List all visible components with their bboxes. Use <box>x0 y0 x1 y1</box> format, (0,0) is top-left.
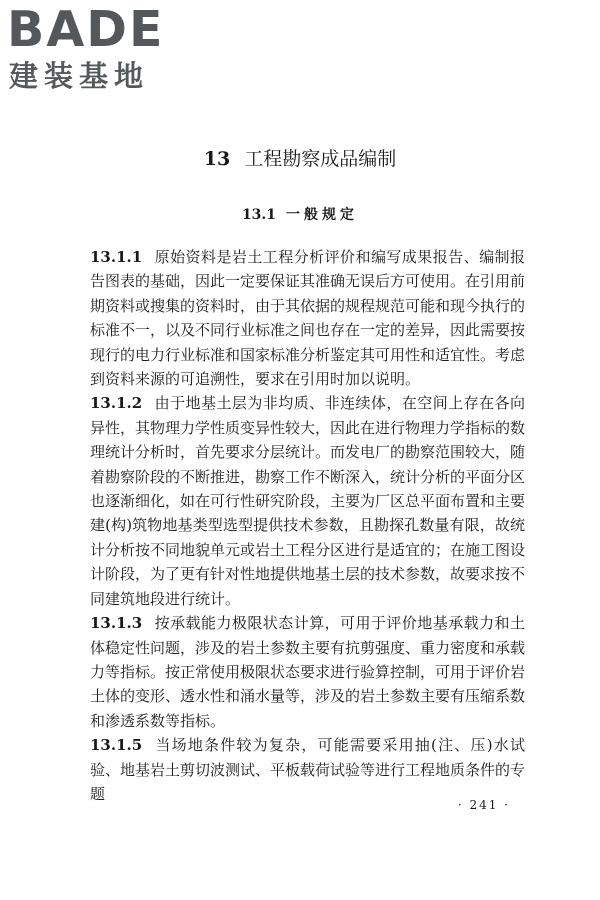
brand-logo <box>7 2 182 94</box>
clause-text: 由于地基土层为非均质、非连续体，在空间上存在各向异性，其物理力学性质变异性较大，因此在进行物理力学指标的数理统计分析时，首先要求分层统计。而发电厂的勘察范围较大，随着勘察阶段的不断推进，勘察工作不断深入，统计分析的平面分区也逐渐细化，如在可行性研究阶段，主要为厂区总平面布置和主要建(构)筑物地基类型选型提供技术参数，且勘探孔数量有限，故统计分析按不同地貌单元或岩土工程分区进行是适宜的；在施工图设计阶段，为了更有针对性地提供地基土层的技术参数，故要求按不同建筑地段进行统计。 <box>90 394 526 608</box>
section-title <box>0 205 600 225</box>
clause-paragraph <box>90 733 525 806</box>
clause-number: 13.1.3 <box>90 614 143 633</box>
clause-text: 当场地条件较为复杂，可能需要采用抽(注、压)水试验、地基岩土剪切波测试、平板载荷试验等进行工程地质条件的专题 <box>90 736 526 803</box>
chapter-title-text: 工程勘察成品编制 <box>244 148 397 170</box>
clause-paragraph <box>90 611 525 733</box>
clause-number: 13.1.1 <box>90 248 143 266</box>
section-number: 13.1 <box>241 207 277 223</box>
clause-paragraph <box>90 391 525 611</box>
section-title-text: 一般规定 <box>286 207 359 223</box>
clause-text: 按承载能力极限状态计算，可用于评价地基承载力和土体稳定性问题，涉及的岩土参数主要有抗剪强度、重力密度和承载力等指标。按正常使用极限状态要求进行验算控制，可用于评价岩土体的变形、透水性和涌水量等，涉及的岩土参数主要有压缩系数和渗透系数等指标。 <box>90 614 526 730</box>
clause-paragraph <box>90 245 525 391</box>
page-number: · 241 · <box>457 798 510 812</box>
clause-number: 13.1.2 <box>90 394 143 413</box>
clause-text: 原始资料是岩土工程分析评价和编写成果报告、编制报告图表的基础，因此一定要保证其准确无误后方可使用。在引用前期资料或搜集的资料时，由于其依据的规程规范可能和现今执行的标准不一，以及不同行业标准之间也存在一定的差异，因此需要按现行的电力行业标准和国家标准分析鉴定其可用性和适宜性。考虑到资料来源的可追溯性，要求在引用时加以说明。 <box>90 248 526 389</box>
chapter-number: 13 <box>203 148 231 170</box>
body-text <box>90 245 525 806</box>
chapter-title <box>0 146 600 172</box>
logo-wordmark: BADE <box>7 1 165 58</box>
logo-subtitle: 建装基地 <box>9 59 150 93</box>
clause-number: 13.1.5 <box>90 736 143 755</box>
